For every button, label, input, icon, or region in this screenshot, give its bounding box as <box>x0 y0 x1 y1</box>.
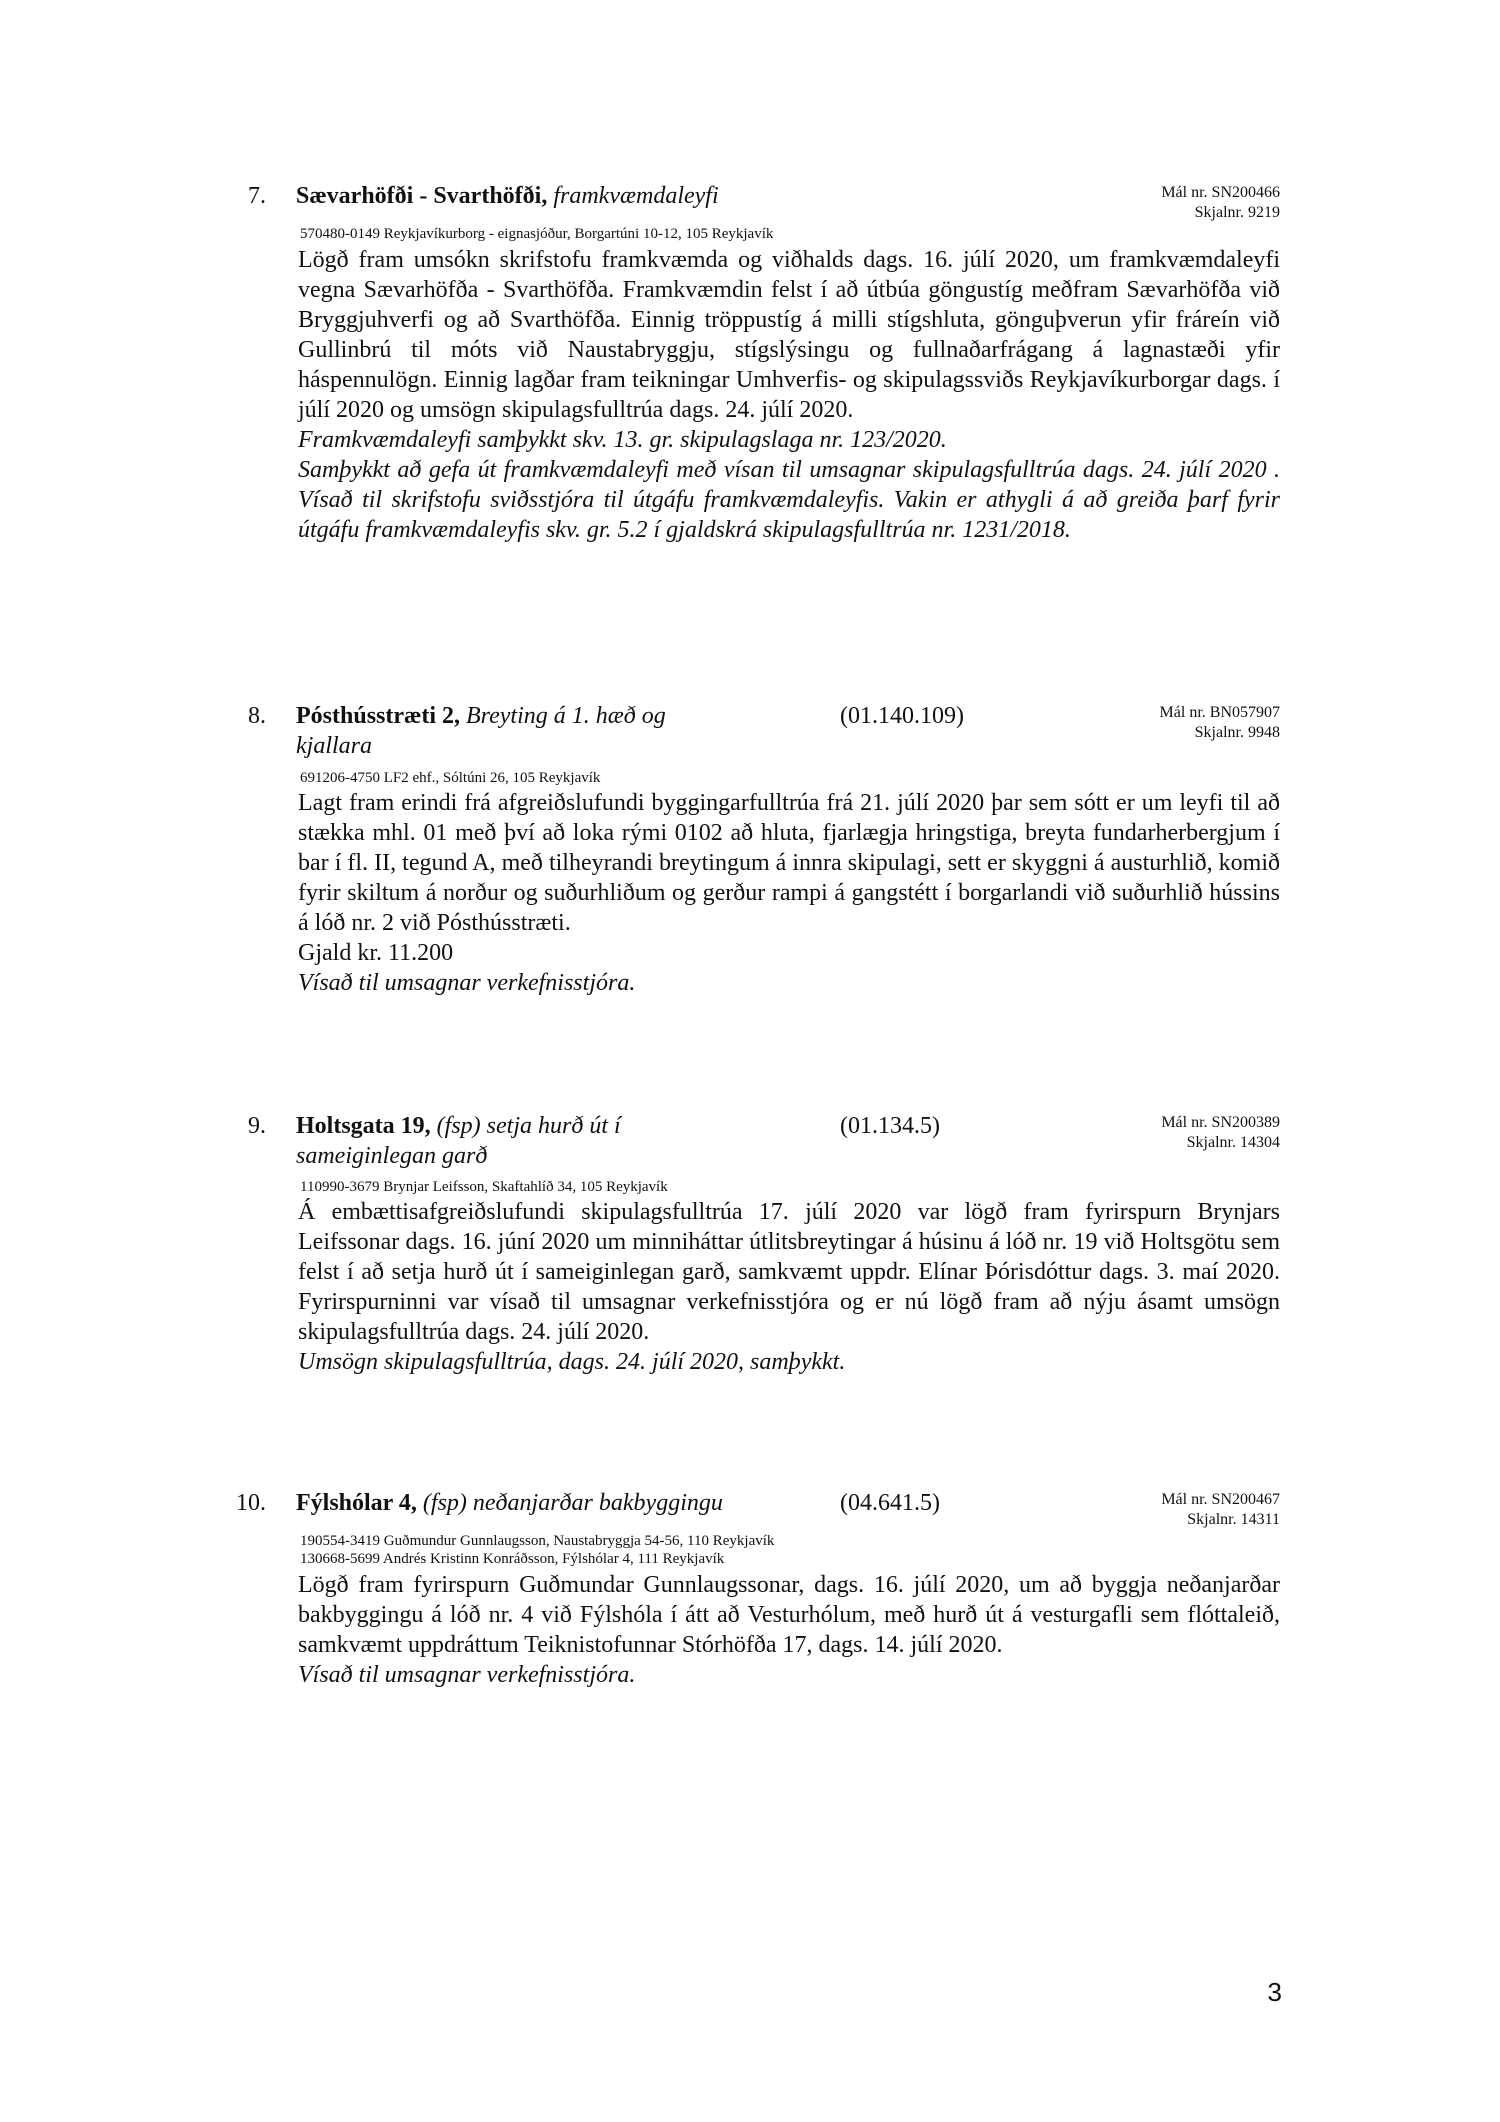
case-number: Mál nr. SN200389 <box>1161 1114 1280 1131</box>
document-number: Skjalnr. 9219 <box>1194 204 1280 221</box>
item-decision: Framkvæmdaleyfi samþykkt skv. 13. gr. skipulagslaga nr. 123/2020. <box>298 427 947 453</box>
item-number: 9. <box>248 1113 266 1139</box>
item-title-subject: (fsp) setja hurð út í <box>436 1113 621 1139</box>
item-title <box>296 1488 723 1518</box>
item-number: 10. <box>236 1490 266 1516</box>
item-title-address: Sævarhöfði - Svarthöfði, <box>296 183 548 209</box>
item-title-subject: Breyting á 1. hæð og <box>466 703 666 729</box>
applicant-line: 190554-3419 Guðmundur Gunnlaugsson, Naustabryggja 54-56, 110 Reykjavík <box>300 1533 775 1549</box>
item-body <box>298 1197 1280 1377</box>
applicant-line: 691206-4750 LF2 ehf., Sóltúni 26, 105 Reykjavík <box>300 770 601 786</box>
property-code: (01.140.109) <box>840 703 964 729</box>
item-description: Lögð fram umsókn skrifstofu framkvæmda og viðhalds dags. 16. júlí 2020, um framkvæmdaleyfi vegna Sævarhöfða - Svarthöfða. Framkvæmdin felst í að útbúa göngustíg meðfram Sævarhöfða við Bryggjuhverfi og að Svarthöfða. Einnig tröppustíg á milli stígshluta, gönguþverun yfir fráreín við Gullinbrú til móts við Naustabryggju, stígslýsingu og fullnaðarfrágang á lagnastæði yfir háspennulögn. Einnig lagðar fram teikningar Umhverfis- og skipulagssviðs Reykjavíkurborgar dags. í júlí 2020 og umsögn skipulagsfulltrúa dags. 24. júlí 2020. <box>298 247 1280 423</box>
item-number: 8. <box>248 703 266 729</box>
item-title-address: Holtsgata 19, <box>296 1113 431 1139</box>
item-body <box>298 245 1280 545</box>
item-decision: Vísað til umsagnar verkefnisstjóra. <box>298 1662 636 1688</box>
applicant-line: 110990-3679 Brynjar Leifsson, Skaftahlíð 34, 105 Reykjavík <box>300 1179 668 1195</box>
item-title <box>296 181 719 211</box>
document-number: Skjalnr. 14311 <box>1187 1511 1280 1528</box>
item-description: Lögð fram fyrirspurn Guðmundar Gunnlaugssonar, dags. 16. júlí 2020, um að byggja neðanjarðar bakbyggingu á lóð nr. 4 við Fýlshóla í átt að Vesturhólum, með hurð út á vesturgafli sem flóttaleið, samkvæmt uppdráttum Teiknistofunnar Stórhöfða 17, dags. 14. júlí 2020. <box>298 1572 1280 1658</box>
item-decision: Vísað til umsagnar verkefnisstjóra. <box>298 970 636 996</box>
case-reference <box>1160 703 1280 743</box>
item-title <box>296 701 666 761</box>
item-title-address: Fýlshólar 4, <box>296 1490 417 1516</box>
case-number: Mál nr. BN057907 <box>1159 704 1280 721</box>
property-code: (04.641.5) <box>840 1490 940 1516</box>
applicant-line: 130668-5699 Andrés Kristinn Konráðsson, Fýlshólar 4, 111 Reykjavík <box>300 1551 725 1567</box>
applicant-line: 570480-0149 Reykjavíkurborg - eignasjóður, Borgartúni 10-12, 105 Reykjavík <box>300 226 774 242</box>
item-fee: Gjald kr. 11.200 <box>298 940 454 966</box>
case-reference <box>1161 183 1280 223</box>
item-decision: Umsögn skipulagsfulltrúa, dags. 24. júlí 2020, samþykkt. <box>298 1349 846 1375</box>
case-number: Mál nr. SN200466 <box>1161 184 1280 201</box>
item-title-subject-cont: sameiginlegan garð <box>296 1143 488 1169</box>
item-title-address: Pósthússtræti 2, <box>296 703 461 729</box>
property-code: (01.134.5) <box>840 1113 940 1139</box>
document-number: Skjalnr. 14304 <box>1186 1134 1280 1151</box>
case-reference <box>1161 1490 1280 1530</box>
document-number: Skjalnr. 9948 <box>1194 724 1280 741</box>
case-reference <box>1161 1113 1280 1153</box>
item-description: Lagt fram erindi frá afgreiðslufundi byggingarfulltrúa frá 21. júlí 2020 þar sem sótt er um leyfi til að stækka mhl. 01 með því að loka rými 0102 að hluta, fjarlægja hringstiga, breyta fundarherbergjum í bar í fl. II, tegund A, með tilheyrandi breytingum á innra skipulagi, sett er skyggni á austurhlið, komið fyrir skiltum á norður og suðurhliðum og gerður rampi á gangstétt í borgarlandi við suðurhlið hússins á lóð nr. 2 við Pósthússtræti. <box>298 790 1280 936</box>
page-number: 3 <box>1267 1977 1282 2007</box>
item-number: 7. <box>248 183 266 209</box>
item-title <box>296 1111 621 1171</box>
item-title-subject-cont: kjallara <box>296 733 372 759</box>
item-title-subject: (fsp) neðanjarðar bakbyggingu <box>422 1490 723 1516</box>
item-decision-detail: Samþykkt að gefa út framkvæmdaleyfi með vísan til umsagnar skipulagsfulltrúa dags. 24. júlí 2020 . Vísað til skrifstofu sviðsstjóra til útgáfu framkvæmdaleyfis. Vakin er athygli á að greiða þarf fyrir útgáfu framkvæmdaleyfis skv. gr. 5.2 í gjaldskrá skipulagsfulltrúa nr. 1231/2018. <box>298 457 1280 543</box>
item-title-subject: framkvæmdaleyfi <box>553 183 719 209</box>
item-body <box>298 788 1280 998</box>
item-body <box>298 1570 1280 1690</box>
case-number: Mál nr. SN200467 <box>1161 1491 1280 1508</box>
item-description: Á embættisafgreiðslufundi skipulagsfulltrúa 17. júlí 2020 var lögð fram fyrirspurn Brynjars Leifssonar dags. 16. júní 2020 um minniháttar útlitsbreytingar á húsinu á lóð nr. 19 við Holtsgötu sem felst í að setja hurð út í sameiginlegan garð, samkvæmt uppdr. Elínar Þórisdóttur dags. 3. maí 2020. Fyrirspurninni var vísað til umsagnar verkefnisstjóra og er nú lögð fram að nýju ásamt umsögn skipulagsfulltrúa dags. 24. júlí 2020. <box>298 1199 1280 1345</box>
